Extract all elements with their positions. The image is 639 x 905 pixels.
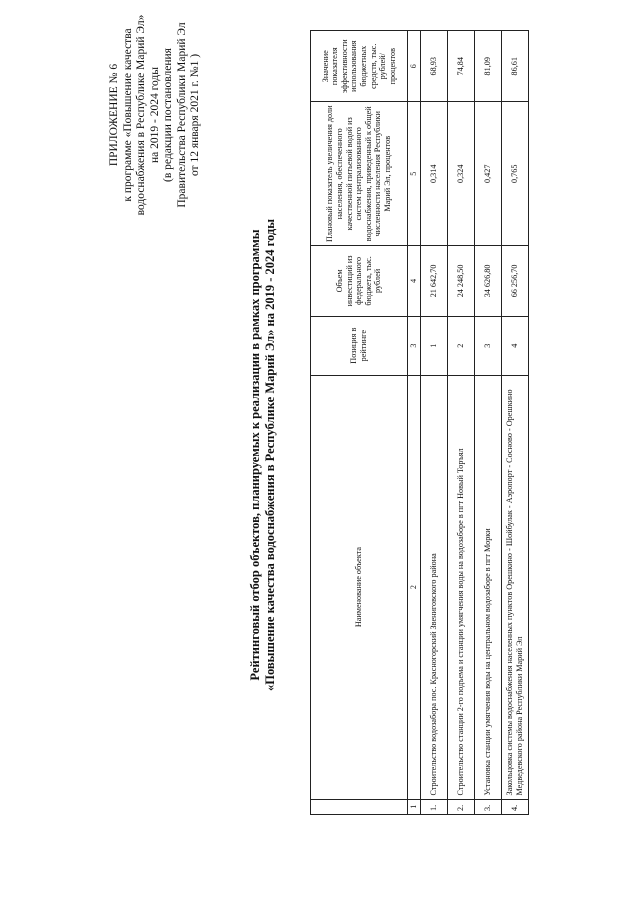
- efficiency-value: 68,93: [420, 31, 447, 102]
- population-share: 0,314: [420, 102, 447, 246]
- row-number: 2.: [447, 799, 474, 814]
- population-share: 0,427: [474, 102, 501, 246]
- header-efficiency: Значение показателя эффективности использования бюджетных средств, тыс. рублей/ процентов: [311, 31, 408, 102]
- document-title: [248, 45, 278, 865]
- appendix-line: водоснабжения в Республике Марий Эл»: [135, 14, 147, 216]
- appendix-line: на 2019 - 2024 годы: [148, 67, 161, 164]
- rating-position: 2: [447, 316, 474, 375]
- appendix-header: [108, 5, 203, 225]
- title-line-2: «Повышение качества водоснабжения в Республике Марий Эл» на 2019 - 2024 годы: [263, 219, 277, 692]
- investment-volume: 66 256,70: [501, 246, 528, 317]
- rating-position: 1: [420, 316, 447, 375]
- rating-position: 4: [501, 316, 528, 375]
- table-row: [420, 31, 447, 815]
- efficiency-value: 86,61: [501, 31, 528, 102]
- row-number: 4.: [501, 799, 528, 814]
- object-name: Строительство водозабора пос. Красногорский Звениговского района: [420, 375, 447, 799]
- table-header-row: [311, 31, 408, 815]
- index-cell: 5: [408, 102, 421, 246]
- efficiency-value: 81,09: [474, 31, 501, 102]
- appendix-line: от 12 января 2021 г. №1 ): [189, 53, 201, 177]
- efficiency-value: 74,84: [447, 31, 474, 102]
- header-rating-position: Позиция в рейтинге: [311, 316, 408, 375]
- header-object-name: Наименование объекта: [311, 375, 408, 799]
- title-line-1: Рейтинговый отбор объектов, планируемых к реализации в рамках программы: [248, 229, 262, 681]
- investment-volume: 24 248,50: [447, 246, 474, 317]
- investment-volume: 34 626,80: [474, 246, 501, 317]
- investment-volume: 21 642,70: [420, 246, 447, 317]
- appendix-line: Правительства Республики Марий Эл: [175, 22, 188, 208]
- appendix-line: ПРИЛОЖЕНИЕ № 6: [108, 63, 120, 167]
- table-row: [474, 31, 501, 815]
- object-name: Закольцовка системы водоснабжения населенных пунктов Орешкино - Шойбулак - Аэропорт - Сосново - Орешкино Медведевского района Республики Марий Эл: [501, 375, 528, 799]
- appendix-line: (в редакции постановления: [162, 48, 174, 182]
- table-row: [501, 31, 528, 815]
- table-index-row: [408, 31, 421, 815]
- header-population-share: Плановый показатель увеличения доли населения, обеспеченного качественной питьевой водой из систем централизованного водоснабжения, приведенный к общей численности населения Республики Марий Эл, процентов: [311, 102, 408, 246]
- index-cell: 4: [408, 246, 421, 317]
- index-cell: 3: [408, 316, 421, 375]
- rating-position: 3: [474, 316, 501, 375]
- rating-table: [310, 30, 529, 815]
- object-name: Строительство станции 2-го подъема и станции умягчения воды на водозаборе в пгт Новый Торъял: [447, 375, 474, 799]
- index-cell: 1: [408, 799, 421, 814]
- population-share: 0,765: [501, 102, 528, 246]
- header-number: [311, 799, 408, 814]
- index-cell: 6: [408, 31, 421, 102]
- appendix-line: к программе «Повышение качества: [121, 28, 134, 202]
- header-investment-volume: Объем инвестиций из федерального бюджета, тыс. рублей: [311, 246, 408, 317]
- population-share: 0,324: [447, 102, 474, 246]
- table-row: [447, 31, 474, 815]
- index-cell: 2: [408, 375, 421, 799]
- row-number: 3.: [474, 799, 501, 814]
- object-name: Установка станции умягчения воды на центральном водозаборе в пгт Морки: [474, 375, 501, 799]
- row-number: 1.: [420, 799, 447, 814]
